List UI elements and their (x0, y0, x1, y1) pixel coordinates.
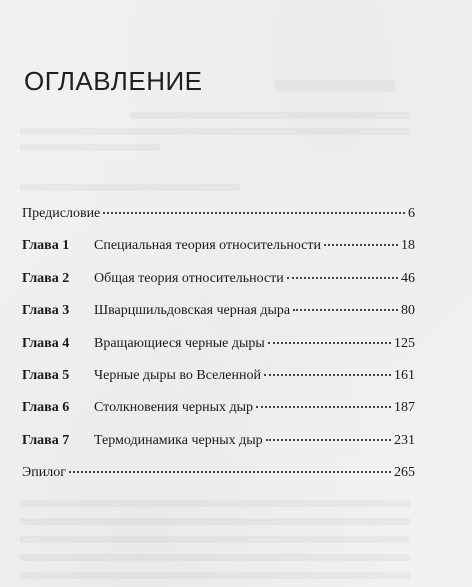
toc-entry-title: Предисловие (22, 206, 101, 221)
toc-entry-chapter-2[interactable] (22, 271, 415, 303)
table-of-contents (22, 206, 415, 498)
dot-leader (264, 373, 391, 376)
toc-entry-title: Вращающиеся черные дыры (94, 335, 265, 351)
dot-leader (324, 243, 398, 246)
chapter-label: Глава 1 (22, 238, 70, 254)
toc-entry-title: Специальная теория относительности (94, 238, 321, 254)
chapter-label: Глава 6 (22, 400, 70, 416)
bleed-through-text (275, 80, 395, 92)
bleed-through-text (20, 500, 410, 507)
bleed-through-text (20, 518, 410, 525)
toc-entry-title: Столкновения черных дыр (94, 400, 254, 416)
toc-page-number: 231 (394, 432, 415, 448)
toc-entry-chapter-7[interactable] (22, 433, 415, 465)
chapter-label: Глава 7 (22, 432, 70, 448)
bleed-through-text (130, 112, 410, 119)
dot-leader (69, 470, 391, 473)
chapter-label: Глава 5 (22, 367, 70, 383)
bleed-through-text (20, 144, 160, 151)
chapter-label: Глава 4 (22, 335, 70, 351)
toc-entry-chapter-1[interactable] (22, 238, 415, 270)
chapter-label: Глава 2 (22, 270, 70, 286)
toc-entry-title: Термодинамика черных дыр (94, 432, 263, 448)
bleed-through-text (20, 554, 410, 561)
bleed-through-text (20, 184, 240, 191)
toc-entry-chapter-3[interactable] (22, 303, 415, 335)
toc-heading: ОГЛАВЛЕНИЕ (24, 66, 203, 96)
dot-leader (103, 211, 405, 214)
toc-entry-chapter-6[interactable] (22, 400, 415, 432)
toc-page-number: 18 (401, 238, 415, 254)
toc-entry-title: Черные дыры во Вселенной (94, 367, 261, 383)
dot-leader (266, 438, 391, 441)
toc-entry-title: Эпилог (22, 465, 66, 481)
toc-page-number: 161 (394, 367, 415, 383)
toc-page-number: 265 (394, 465, 415, 481)
toc-page-number: 187 (394, 400, 415, 416)
toc-page-number: 125 (394, 335, 415, 351)
toc-entry-title: Общая теория относительности (94, 270, 284, 286)
toc-entry-preface[interactable] (22, 206, 415, 238)
bleed-through-text (20, 536, 410, 543)
dot-leader (256, 405, 391, 408)
toc-entry-chapter-5[interactable] (22, 368, 415, 400)
toc-page-number: 6 (408, 206, 415, 221)
bleed-through-text (20, 572, 410, 579)
toc-entry-chapter-4[interactable] (22, 336, 415, 368)
dot-leader (293, 308, 398, 311)
dot-leader (287, 276, 398, 279)
bleed-through-text (20, 128, 410, 135)
toc-entry-title: Шварцшильдовская черная дыра (94, 303, 291, 319)
toc-page-number: 46 (401, 270, 415, 286)
toc-page-number: 80 (401, 303, 415, 319)
toc-entry-epilogue[interactable] (22, 465, 415, 497)
chapter-label: Глава 3 (22, 303, 70, 319)
dot-leader (268, 341, 391, 344)
